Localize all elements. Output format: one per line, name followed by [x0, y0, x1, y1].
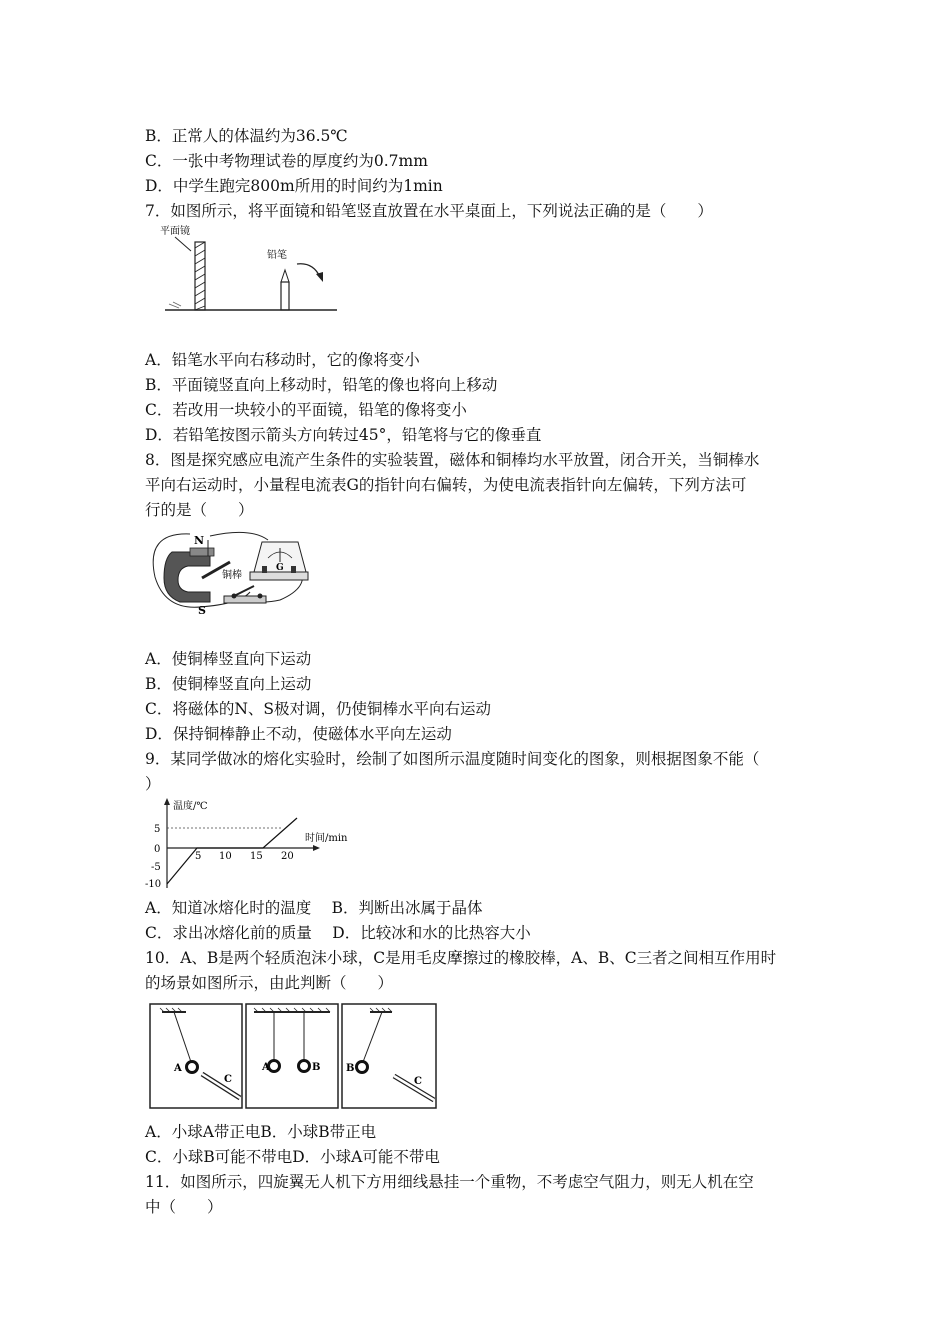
ball-a-panel2: [269, 1061, 280, 1072]
mirror: [195, 242, 205, 310]
mirror-label: 平面镜: [160, 226, 190, 237]
ytick-0: 0: [154, 844, 161, 855]
north-pole-label: N: [194, 534, 205, 547]
copper-rod-label: 铜棒: [222, 570, 242, 581]
q6-option-d: D．中学生跑完800m所用的时间约为1min: [145, 177, 443, 195]
q7-stem: 7．如图所示，将平面镜和铅笔竖直放置在水平桌面上，下列说法正确的是（ ）: [145, 202, 713, 220]
temperature-time-graph: [145, 796, 350, 892]
ball-a-label: A: [174, 1063, 182, 1074]
switch-lever: [234, 586, 254, 596]
xtick-20: 20: [281, 851, 294, 862]
q9-options-cd: C．求出冰熔化前的质量 D．比较冰和水的比热容大小: [145, 924, 531, 942]
pencil: [281, 282, 289, 310]
q8-stem-line3: 行的是（ ）: [145, 501, 254, 519]
charged-balls-figure: [148, 1002, 440, 1112]
q9-stem-line2: ）: [145, 775, 161, 793]
x-axis-label: 时间/min: [305, 833, 348, 844]
q8-option-b: B．使铜棒竖直向上运动: [145, 675, 312, 693]
pencil-label: 铅笔: [267, 250, 287, 261]
south-pole-label: S: [198, 604, 206, 617]
q9-stem-line1: 9．某同学做冰的熔化实验时，绘制了如图所示温度随时间变化的图象，则根据图象不能（: [145, 750, 760, 768]
ytick-neg10: -10: [145, 879, 162, 890]
q10-options-ab: A．小球A带正电B．小球B带正电: [145, 1123, 377, 1141]
q11-stem-line1: 11．如图所示，四旋翼无人机下方用细线悬挂一个重物，不考虑空气阻力，则无人机在空: [145, 1173, 754, 1191]
q7-option-c: C．若改用一块较小的平面镜，铅笔的像将变小: [145, 401, 467, 419]
wire-top: [210, 532, 268, 540]
q7-option-d: D．若铅笔按图示箭头方向转过45°，铅笔将与它的像垂直: [145, 426, 542, 444]
q7-option-a: A．铅笔水平向右移动时，它的像将变小: [145, 351, 420, 369]
q10-stem-line2: 的场景如图所示，由此判断（ ）: [145, 974, 394, 992]
q8-stem-line2: 平向右运动时，小量程电流表G的指针向右偏转，为使电流表指针向左偏转，下列方法可: [145, 476, 747, 494]
mirror-pencil-figure: [155, 222, 345, 330]
q7-option-b: B．平面镜竖直向上移动时，铅笔的像也将向上移动: [145, 376, 498, 394]
q8-option-d: D．保持铜棒静止不动，使磁体水平向左运动: [145, 725, 452, 743]
q10-options-cd: C．小球B可能不带电D．小球A可能不带电: [145, 1148, 440, 1166]
ytick-5: 5: [154, 824, 161, 835]
y-axis-label: 温度/℃: [173, 801, 208, 812]
q8-option-c: C．将磁体的N、S极对调，仍使铜棒水平向右运动: [145, 700, 492, 718]
rotation-arrow-icon: [297, 264, 320, 277]
rod-c-label-panel3: C: [414, 1076, 422, 1087]
panel-a-b: [246, 1004, 338, 1108]
induction-apparatus-figure: [150, 522, 315, 622]
ytick-neg5: -5: [151, 862, 161, 873]
q6-option-c: C．一张中考物理试卷的厚度约为0.7mm: [145, 152, 428, 170]
q8-option-a: A．使铜棒竖直向下运动: [145, 650, 312, 668]
ball-a: [187, 1062, 198, 1073]
q8-stem-line1: 8．图是探究感应电流产生条件的实验装置，磁体和铜棒均水平放置，闭合开关，当铜棒水: [145, 451, 760, 469]
q11-stem-line2: 中（ ）: [145, 1198, 223, 1216]
q6-option-b: B．正常人的体温约为36.5℃: [145, 127, 348, 145]
ball-b-panel3: [357, 1062, 368, 1073]
meter-g-label: G: [276, 563, 284, 573]
ball-b-panel2: [299, 1061, 310, 1072]
ball-a-label-panel2: A: [262, 1062, 270, 1073]
rod-c-label: C: [224, 1074, 232, 1085]
q10-stem-line1: 10．A、B是两个轻质泡沫小球，C是用毛皮摩擦过的橡胶棒，A、B、C三者之间相互作用时: [145, 949, 777, 967]
xtick-15: 15: [250, 851, 263, 862]
ball-b-label-panel2: B: [312, 1062, 321, 1073]
q9-options-ab: A．知道冰熔化时的温度 B．判断出冰属于晶体: [145, 899, 483, 917]
xtick-10: 10: [219, 851, 232, 862]
ball-b-label-panel3: B: [346, 1063, 355, 1074]
xtick-5: 5: [195, 851, 202, 862]
